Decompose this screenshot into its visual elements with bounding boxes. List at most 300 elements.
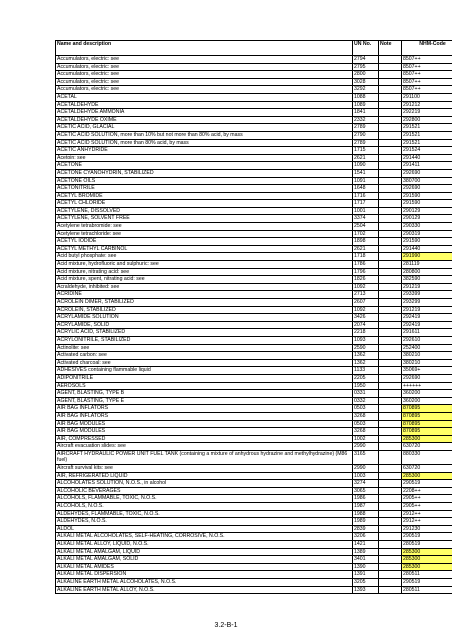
cell-note bbox=[379, 571, 402, 579]
cell-nhm-code: 2912++ bbox=[402, 510, 452, 518]
cell-name: Acetoin: see bbox=[56, 154, 353, 162]
table-row bbox=[56, 321, 452, 329]
cell-name: ACETONITRILE bbox=[56, 185, 353, 193]
cell-note bbox=[379, 518, 402, 526]
cell-note bbox=[379, 268, 402, 276]
cell-un-no: 1950 bbox=[353, 382, 379, 390]
cell-note bbox=[379, 541, 402, 549]
cell-nhm-code: 870895 bbox=[402, 405, 452, 413]
cell-nhm-code: 293399 bbox=[402, 291, 452, 299]
table-row bbox=[56, 230, 452, 238]
cell-nhm-code: 285300 bbox=[402, 548, 452, 556]
cell-name: ACRYLIC ACID, STABILIZED bbox=[56, 329, 353, 337]
cell-nhm-code: 291521 bbox=[402, 131, 452, 139]
cell-name: Acetylene tetrachloride: see bbox=[56, 230, 353, 238]
cell-un-no: 2621 bbox=[353, 245, 379, 253]
cell-nhm-code: 291590 bbox=[402, 192, 452, 200]
table-row bbox=[56, 374, 452, 382]
cell-note bbox=[379, 116, 402, 124]
header-note: Note bbox=[379, 41, 402, 56]
table-row bbox=[56, 299, 452, 307]
cell-nhm-code: 290129 bbox=[402, 215, 452, 223]
cell-nhm-code: 292419 bbox=[402, 321, 452, 329]
cell-nhm-code: 291440 bbox=[402, 245, 452, 253]
table-row bbox=[56, 154, 452, 162]
cell-nhm-code: 285300 bbox=[402, 472, 452, 480]
cell-note bbox=[379, 169, 402, 177]
cell-note bbox=[379, 397, 402, 405]
cell-note bbox=[379, 428, 402, 436]
cell-note bbox=[379, 56, 402, 64]
table-row bbox=[56, 86, 452, 94]
cell-un-no: 2713 bbox=[353, 291, 379, 299]
cell-nhm-code: 291212 bbox=[402, 101, 452, 109]
cell-un-no: 2590 bbox=[353, 344, 379, 352]
table-row bbox=[56, 352, 452, 360]
cell-nhm-code: 360200 bbox=[402, 390, 452, 398]
cell-name: AIR, REFRIGERATED LIQUID bbox=[56, 472, 353, 480]
cell-un-no: 2504 bbox=[353, 223, 379, 231]
cell-nhm-code: 291521 bbox=[402, 139, 452, 147]
cell-name: ADIPONITRILE bbox=[56, 374, 353, 382]
cell-un-no: 1390 bbox=[353, 563, 379, 571]
cell-nhm-code: 290319 bbox=[402, 230, 452, 238]
cell-un-no: 1716 bbox=[353, 192, 379, 200]
cell-name: ALKALI METAL ALCOHOLATES, SELF-HEATING, CORROSIVE, N.O.S. bbox=[56, 533, 353, 541]
cell-un-no: 2074 bbox=[353, 321, 379, 329]
table-row bbox=[56, 525, 452, 533]
cell-un-no: 1389 bbox=[353, 548, 379, 556]
table-row bbox=[56, 71, 452, 79]
table-row bbox=[56, 109, 452, 117]
cell-name: ACETIC ACID, GLACIAL bbox=[56, 124, 353, 132]
cell-un-no: 1715 bbox=[353, 147, 379, 155]
table-body bbox=[56, 56, 452, 594]
cell-name: AGENT, BLASTING, TYPE E bbox=[56, 397, 353, 405]
cell-nhm-code: 2905++ bbox=[402, 503, 452, 511]
cell-note bbox=[379, 465, 402, 473]
cell-name: Actinolite: see bbox=[56, 344, 353, 352]
cell-un-no: 1718 bbox=[353, 253, 379, 261]
cell-un-no: 1362 bbox=[353, 359, 379, 367]
cell-note bbox=[379, 472, 402, 480]
table-row bbox=[56, 192, 452, 200]
cell-nhm-code: 285300 bbox=[402, 556, 452, 564]
cell-name: Accumulators, electric: see bbox=[56, 63, 353, 71]
cell-un-no: 2839 bbox=[353, 525, 379, 533]
cell-note bbox=[379, 131, 402, 139]
cell-name: ACETONE OILS bbox=[56, 177, 353, 185]
cell-un-no: 3274 bbox=[353, 480, 379, 488]
cell-un-no: 1391 bbox=[353, 571, 379, 579]
table-row bbox=[56, 238, 452, 246]
cell-nhm-code: 380210 bbox=[402, 359, 452, 367]
cell-un-no: 3292 bbox=[353, 86, 379, 94]
cell-un-no: 2990 bbox=[353, 443, 379, 451]
cell-un-no: 2990 bbox=[353, 465, 379, 473]
cell-note bbox=[379, 78, 402, 86]
cell-nhm-code: 280511 bbox=[402, 571, 452, 579]
cell-note bbox=[379, 71, 402, 79]
cell-name: Acid mixture, spent, nitrating acid: see bbox=[56, 276, 353, 284]
table-row bbox=[56, 276, 452, 284]
cell-note bbox=[379, 412, 402, 420]
cell-name: ACETYL BROMIDE bbox=[56, 192, 353, 200]
cell-un-no: 1091 bbox=[353, 177, 379, 185]
table-row bbox=[56, 556, 452, 564]
cell-name: ACETYL CHLORIDE bbox=[56, 200, 353, 208]
table-row bbox=[56, 472, 452, 480]
cell-note bbox=[379, 245, 402, 253]
cell-nhm-code: 291219 bbox=[402, 306, 452, 314]
cell-nhm-code: 291219 bbox=[402, 283, 452, 291]
table-row bbox=[56, 510, 452, 518]
cell-name: Aircraft survival kits: see bbox=[56, 465, 353, 473]
cell-un-no: 3374 bbox=[353, 215, 379, 223]
cell-nhm-code: 290519 bbox=[402, 480, 452, 488]
cell-name: ACRYLAMIDE, SOLID bbox=[56, 321, 353, 329]
cell-un-no: 3206 bbox=[353, 533, 379, 541]
cell-nhm-code: 870895 bbox=[402, 428, 452, 436]
cell-name: AIR BAG INFLATORS bbox=[56, 405, 353, 413]
table-header-row bbox=[56, 41, 452, 56]
cell-note bbox=[379, 435, 402, 443]
cell-note bbox=[379, 503, 402, 511]
cell-nhm-code: 290330 bbox=[402, 223, 452, 231]
cell-un-no: 2794 bbox=[353, 56, 379, 64]
table-row bbox=[56, 344, 452, 352]
cell-note bbox=[379, 162, 402, 170]
cell-un-no: 0503 bbox=[353, 420, 379, 428]
cell-nhm-code: 291411 bbox=[402, 162, 452, 170]
cell-nhm-code: 281119 bbox=[402, 261, 452, 269]
cell-note bbox=[379, 495, 402, 503]
cell-un-no: 2332 bbox=[353, 116, 379, 124]
cell-nhm-code: 292690 bbox=[402, 374, 452, 382]
table-row bbox=[56, 93, 452, 101]
cell-un-no: 2790 bbox=[353, 131, 379, 139]
cell-note bbox=[379, 147, 402, 155]
cell-name: Acraldehyde, inhibited: see bbox=[56, 283, 353, 291]
cell-note bbox=[379, 124, 402, 132]
cell-nhm-code: 630720 bbox=[402, 443, 452, 451]
cell-note bbox=[379, 450, 402, 464]
cell-un-no: 3268 bbox=[353, 412, 379, 420]
cell-name: ALCOHOLS, N.O.S. bbox=[56, 503, 353, 511]
table-row bbox=[56, 101, 452, 109]
cell-un-no: 3205 bbox=[353, 578, 379, 586]
cell-name: ACRYLONITRILE, STABILIZED bbox=[56, 336, 353, 344]
cell-nhm-code: 8507++ bbox=[402, 86, 452, 94]
cell-note bbox=[379, 352, 402, 360]
cell-un-no: 3401 bbox=[353, 556, 379, 564]
cell-un-no: 2621 bbox=[353, 154, 379, 162]
cell-name: ACETALDEHYDE AMMONIA bbox=[56, 109, 353, 117]
cell-note bbox=[379, 525, 402, 533]
cell-name: Acid mixture, nitrating acid: see bbox=[56, 268, 353, 276]
cell-un-no: 1987 bbox=[353, 503, 379, 511]
cell-un-no: 3165 bbox=[353, 450, 379, 464]
cell-name: ALDEHYDES, N.O.S. bbox=[56, 518, 353, 526]
table-row bbox=[56, 435, 452, 443]
cell-nhm-code: 292690 bbox=[402, 169, 452, 177]
cell-note bbox=[379, 261, 402, 269]
cell-note bbox=[379, 487, 402, 495]
cell-note bbox=[379, 336, 402, 344]
cell-note bbox=[379, 177, 402, 185]
cell-nhm-code: 292419 bbox=[402, 314, 452, 322]
cell-note bbox=[379, 215, 402, 223]
cell-un-no: 2218 bbox=[353, 329, 379, 337]
table-row bbox=[56, 268, 452, 276]
cell-name: AIRCRAFT HYDRAULIC POWER UNIT FUEL TANK (containing a mixture of anhydrous hydrazine and methylhydrazine) (M86 fuel) bbox=[56, 450, 353, 464]
cell-name: ACETAL bbox=[56, 93, 353, 101]
table-row bbox=[56, 367, 452, 375]
table-row bbox=[56, 563, 452, 571]
cell-name: Acid butyl phosphate: see bbox=[56, 253, 353, 261]
cell-un-no: 0331 bbox=[353, 390, 379, 398]
table-row bbox=[56, 428, 452, 436]
cell-un-no: 2607 bbox=[353, 299, 379, 307]
cell-note bbox=[379, 510, 402, 518]
cell-nhm-code: 252400 bbox=[402, 344, 452, 352]
cell-nhm-code: 2905++ bbox=[402, 495, 452, 503]
cell-note bbox=[379, 321, 402, 329]
cell-name: Accumulators, electric: see bbox=[56, 56, 353, 64]
cell-un-no: 2800 bbox=[353, 71, 379, 79]
cell-name: ALKALI METAL AMIDES bbox=[56, 563, 353, 571]
cell-note bbox=[379, 556, 402, 564]
cell-nhm-code: 880330 bbox=[402, 450, 452, 464]
cell-note bbox=[379, 367, 402, 375]
cell-nhm-code: 291230 bbox=[402, 525, 452, 533]
table-row bbox=[56, 200, 452, 208]
cell-name: Activated carbon: see bbox=[56, 352, 353, 360]
cell-name: ACETALDEHYDE bbox=[56, 101, 353, 109]
cell-nhm-code: 292219 bbox=[402, 109, 452, 117]
table-row bbox=[56, 306, 452, 314]
table-row bbox=[56, 245, 452, 253]
table-row bbox=[56, 487, 452, 495]
cell-un-no: 1003 bbox=[353, 472, 379, 480]
cell-un-no: 2789 bbox=[353, 124, 379, 132]
cell-name: ACETIC ACID SOLUTION, more than 80% acid, by mass bbox=[56, 139, 353, 147]
table-row bbox=[56, 420, 452, 428]
table-row bbox=[56, 495, 452, 503]
cell-nhm-code: 870895 bbox=[402, 420, 452, 428]
cell-nhm-code: 291590 bbox=[402, 200, 452, 208]
cell-name: Accumulators, electric: see bbox=[56, 78, 353, 86]
cell-un-no: 1362 bbox=[353, 352, 379, 360]
cell-name: ALKALI METAL DISPERSION bbox=[56, 571, 353, 579]
cell-note bbox=[379, 344, 402, 352]
table-row bbox=[56, 139, 452, 147]
cell-name: AIR BAG MODULES bbox=[56, 428, 353, 436]
cell-note bbox=[379, 299, 402, 307]
cell-note bbox=[379, 200, 402, 208]
table-row bbox=[56, 185, 452, 193]
cell-nhm-code: 291611 bbox=[402, 329, 452, 337]
table-row bbox=[56, 571, 452, 579]
cell-nhm-code: 290519 bbox=[402, 533, 452, 541]
cell-name: ALKALI METAL ALLOY, LIQUID, N.O.S. bbox=[56, 541, 353, 549]
table-row bbox=[56, 124, 452, 132]
cell-name: ACETYLENE, SOLVENT FREE bbox=[56, 215, 353, 223]
cell-un-no: 1841 bbox=[353, 109, 379, 117]
cell-name: Acetylene tetrabromide: see bbox=[56, 223, 353, 231]
cell-name: AEROSOLS bbox=[56, 382, 353, 390]
cell-nhm-code: 291990 bbox=[402, 253, 452, 261]
table-row bbox=[56, 541, 452, 549]
cell-name: ALKALI METAL AMALGAM, LIQUID bbox=[56, 548, 353, 556]
cell-nhm-code: 280519 bbox=[402, 541, 452, 549]
cell-note bbox=[379, 563, 402, 571]
table-row bbox=[56, 382, 452, 390]
cell-nhm-code: 291590 bbox=[402, 238, 452, 246]
cell-note bbox=[379, 86, 402, 94]
cell-note bbox=[379, 329, 402, 337]
table-row bbox=[56, 215, 452, 223]
cell-name: ACRYLAMIDE SOLUTION bbox=[56, 314, 353, 322]
cell-un-no: 1648 bbox=[353, 185, 379, 193]
cell-note bbox=[379, 586, 402, 594]
cell-note bbox=[379, 207, 402, 215]
cell-un-no: 1001 bbox=[353, 207, 379, 215]
cell-name: ALKALI METAL AMALGAM, SOLID bbox=[56, 556, 353, 564]
cell-note bbox=[379, 238, 402, 246]
cell-nhm-code: 291521 bbox=[402, 124, 452, 132]
table-row bbox=[56, 314, 452, 322]
cell-note bbox=[379, 291, 402, 299]
page-number: 3.2-B-1 bbox=[214, 622, 238, 629]
cell-nhm-code: 292690 bbox=[402, 185, 452, 193]
cell-name: ACROLEIN DIMER, STABILIZED bbox=[56, 299, 353, 307]
cell-nhm-code: 380210 bbox=[402, 352, 452, 360]
cell-nhm-code: 630720 bbox=[402, 465, 452, 473]
cell-un-no: 1092 bbox=[353, 283, 379, 291]
cell-name: ACETALDEHYDE OXIME bbox=[56, 116, 353, 124]
cell-note bbox=[379, 63, 402, 71]
cell-name: ALCOHOLIC BEVERAGES bbox=[56, 487, 353, 495]
cell-name: ACROLEIN, STABILIZED bbox=[56, 306, 353, 314]
cell-note bbox=[379, 480, 402, 488]
cell-un-no: 1702 bbox=[353, 230, 379, 238]
cell-nhm-code: 291524 bbox=[402, 147, 452, 155]
cell-note bbox=[379, 230, 402, 238]
cell-un-no: 3426 bbox=[353, 314, 379, 322]
table-row bbox=[56, 63, 452, 71]
cell-note bbox=[379, 533, 402, 541]
cell-nhm-code: 360200 bbox=[402, 397, 452, 405]
cell-name: ALCOHOLS, FLAMMABLE, TOXIC, N.O.S. bbox=[56, 495, 353, 503]
cell-note bbox=[379, 253, 402, 261]
cell-nhm-code: ++++++ bbox=[402, 382, 452, 390]
cell-name: ACETIC ANHYDRIDE bbox=[56, 147, 353, 155]
cell-nhm-code: 290129 bbox=[402, 207, 452, 215]
cell-name: ACETIC ACID SOLUTION, more than 10% but not more than 80% acid, by mass bbox=[56, 131, 353, 139]
cell-note bbox=[379, 382, 402, 390]
cell-note bbox=[379, 359, 402, 367]
header-nhm-code: NHM-Code bbox=[402, 41, 452, 56]
cell-name: ALDEHYDES, FLAMMABLE, TOXIC, N.O.S. bbox=[56, 510, 353, 518]
table-row bbox=[56, 586, 452, 594]
cell-un-no: 3028 bbox=[353, 78, 379, 86]
cell-name: Accumulators, electric: see bbox=[56, 71, 353, 79]
cell-note bbox=[379, 192, 402, 200]
table-row bbox=[56, 390, 452, 398]
cell-name: Aircraft evacuation slides: see bbox=[56, 443, 353, 451]
cell-note bbox=[379, 548, 402, 556]
table-row bbox=[56, 578, 452, 586]
cell-name: Activated charcoal: see bbox=[56, 359, 353, 367]
cell-nhm-code: 382590 bbox=[402, 276, 452, 284]
table-row bbox=[56, 533, 452, 541]
cell-un-no: 1986 bbox=[353, 495, 379, 503]
cell-un-no: 0503 bbox=[353, 405, 379, 413]
cell-un-no: 1393 bbox=[353, 586, 379, 594]
cell-note bbox=[379, 109, 402, 117]
cell-note bbox=[379, 390, 402, 398]
cell-nhm-code: 293299 bbox=[402, 299, 452, 307]
cell-un-no: 1989 bbox=[353, 518, 379, 526]
table-row bbox=[56, 397, 452, 405]
table-row bbox=[56, 291, 452, 299]
table-row bbox=[56, 223, 452, 231]
table-row bbox=[56, 359, 452, 367]
cell-un-no: 2795 bbox=[353, 63, 379, 71]
cell-name: ACETONE CYANOHYDRIN, STABILIZED bbox=[56, 169, 353, 177]
cell-name: ACETYL METHYL CARBINOL bbox=[56, 245, 353, 253]
table-row bbox=[56, 518, 452, 526]
cell-name: ACETONE bbox=[56, 162, 353, 170]
table-row bbox=[56, 283, 452, 291]
cell-note bbox=[379, 276, 402, 284]
cell-nhm-code: 35069+ bbox=[402, 367, 452, 375]
header-name-description: Name and description bbox=[56, 41, 353, 56]
cell-note bbox=[379, 283, 402, 291]
cell-note bbox=[379, 443, 402, 451]
cell-un-no: 1002 bbox=[353, 435, 379, 443]
cell-un-no: 1133 bbox=[353, 367, 379, 375]
cell-name: Accumulators, electric: see bbox=[56, 86, 353, 94]
cell-note bbox=[379, 405, 402, 413]
header-un-no: UN No. bbox=[353, 41, 379, 56]
cell-un-no: 3065 bbox=[353, 487, 379, 495]
cell-nhm-code: 8507++ bbox=[402, 63, 452, 71]
cell-note bbox=[379, 101, 402, 109]
cell-un-no: 1717 bbox=[353, 200, 379, 208]
cell-note bbox=[379, 154, 402, 162]
cell-name: ACETYL IODIDE bbox=[56, 238, 353, 246]
cell-un-no: 1796 bbox=[353, 268, 379, 276]
cell-note bbox=[379, 420, 402, 428]
cell-note bbox=[379, 139, 402, 147]
table-row bbox=[56, 147, 452, 155]
cell-un-no: 1541 bbox=[353, 169, 379, 177]
table-row bbox=[56, 443, 452, 451]
table-row bbox=[56, 177, 452, 185]
cell-un-no: 2789 bbox=[353, 139, 379, 147]
cell-name: AIR BAG INFLATORS bbox=[56, 412, 353, 420]
cell-note bbox=[379, 314, 402, 322]
table-row bbox=[56, 336, 452, 344]
cell-nhm-code: 380700 bbox=[402, 177, 452, 185]
table-row bbox=[56, 548, 452, 556]
cell-name: ALKALINE EARTH METAL ALLOY, N.O.S. bbox=[56, 586, 353, 594]
cell-name: ADHESIVES containing flammable liquid bbox=[56, 367, 353, 375]
cell-nhm-code: 2912++ bbox=[402, 518, 452, 526]
table-row bbox=[56, 450, 452, 464]
